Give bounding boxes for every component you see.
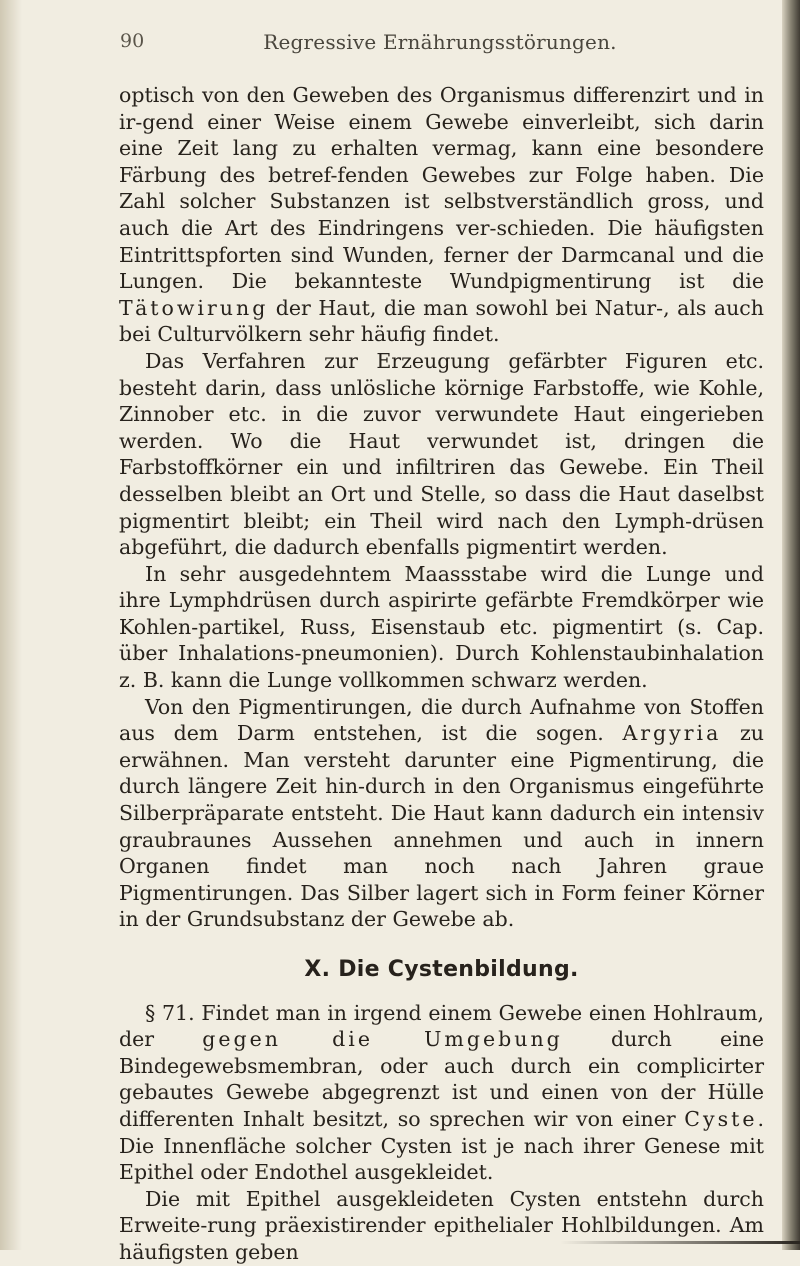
term-argyria: Argyria (622, 721, 722, 746)
paragraph-5-text: § 71. Findet man in irgend einem Gewebe einen Hohlraum, der (119, 1000, 764, 1052)
term-taetowirung: Tätowirung (119, 295, 269, 320)
paragraph-4-after: zu erwähnen. Man versteht darunter eine Pigmentirung, die durch längere Zeit hin-durch in den Organismus eingeführte Silberpräparate entsteht. Die Haut kann dadurch ein intensiv graubraunes Aussehen annehmen und auch in innern Organen findet man noch nach Jahren graue Pigmentirungen. Das Silber lagert sich in Form feiner Körner in der Grundsubstanz der Gewebe ab. (119, 721, 764, 932)
term-cyste: Cyste (684, 1106, 758, 1131)
page-header (120, 30, 760, 70)
running-head: Regressive Ernährungsstörungen. (263, 30, 617, 54)
body-text (119, 82, 764, 1266)
paragraph-1-text: optisch von den Geweben des Organismus differenzirt und in ir-gend einer Weise einem Gewebe einverleibt, sich darin eine Zeit lang zu erhalten vermag, kann eine besondere Färbung des betref-fenden Gewebes zur Folge haben. Die Zahl solcher Substanzen ist selbstverständlich gross, und auch die Art des Eindringens ver-schieden. Die häufigsten Eintrittspforten sind Wunden, ferner der Darmcanal und die Lungen. Die bekannteste Wundpigmentirung ist die (119, 83, 764, 294)
term-gegen-die-umgebung: gegen die Umgebung (202, 1027, 563, 1052)
paragraph-5 (119, 1000, 764, 1186)
paragraph-1 (119, 82, 764, 348)
paragraph-5-after: durch eine Bindegewebsmembran, oder auch durch ein complicirter gebautes Gewebe abgegrenzt ist und einen von der Hülle differenten Inhalt besitzt, so sprechen wir von einer (119, 1027, 764, 1131)
paragraph-3: In sehr ausgedehntem Maassstabe wird die Lunge und ihre Lymphdrüsen durch aspirirte gefärbte Fremdkörper wie Kohlen-partikel, Russ, Eisenstaub etc. pigmentirt (s. Cap. über Inhalations-pneumonien). Durch Kohlenstaubinhalation z. B. kann die Lunge vollkommen schwarz werden. (119, 561, 764, 693)
paragraph-1-after: der Haut, die man sowohl bei Natur-, als auch bei Culturvölkern sehr häufig findet. (119, 295, 764, 347)
spine-shadow (0, 0, 22, 1250)
paragraph-4-text: Von den Pigmentirungen, die durch Aufnahme von Stoffen aus dem Darm entstehen, ist die sogen. (119, 694, 764, 746)
paragraph-5-after2: . Die Innenfläche solcher Cysten ist je nach ihrer Genese mit Epithel oder Endothel ausgekleidet. (119, 1106, 764, 1185)
page-number: 90 (120, 30, 145, 52)
paragraph-2: Das Verfahren zur Erzeugung gefärbter Figuren etc. besteht darin, dass unlösliche körnige Farbstoffe, wie Kohle, Zinnober etc. in die zuvor verwundete Haut eingerieben werden. Wo die Haut verwundet ist, dringen die Farbstoffkörner ein und infiltriren das Gewebe. Ein Theil desselben bleibt an Ort und Stelle, so dass die Haut daselbst pigmentirt bleibt; ein Theil wird nach den Lymph-drüsen abgeführt, die dadurch ebenfalls pigmentirt werden. (119, 348, 764, 560)
page-edge (782, 0, 800, 1250)
section-heading: X. Die Cystenbildung. (304, 957, 579, 982)
paragraph-4 (119, 694, 764, 933)
paragraph-6: Die mit Epithel ausgekleideten Cysten entstehn durch Erweite-rung präexistirender epithelialer Hohlbildungen. Am häufigsten geben (119, 1186, 764, 1264)
